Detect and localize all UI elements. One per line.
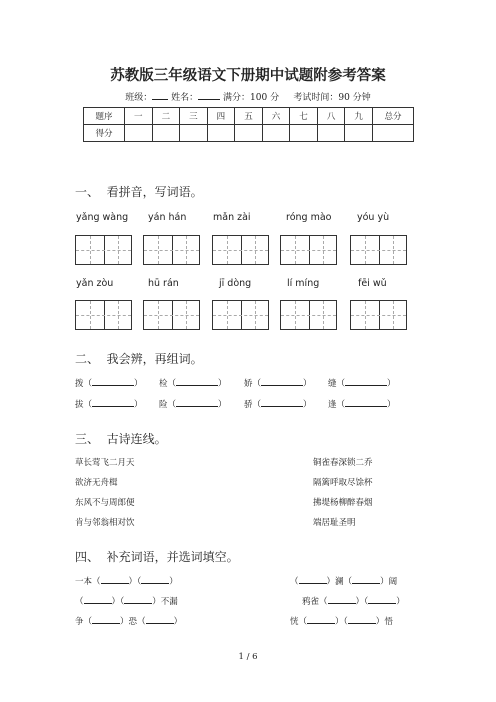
- poem-line-right[interactable]: 端居耻圣明: [313, 518, 356, 528]
- score-header-cell: 五: [235, 108, 263, 125]
- idiom-item: 恍（ ）（ ）悟: [290, 614, 393, 627]
- section-1-heading: [75, 183, 203, 200]
- answer-blank[interactable]: [299, 574, 327, 584]
- poem-line-right[interactable]: 铜雀春深锁二乔: [313, 458, 373, 468]
- word-item: 拨（ ）: [75, 376, 143, 389]
- writing-grid[interactable]: [143, 300, 200, 330]
- score-cell[interactable]: [262, 125, 290, 142]
- answer-blank[interactable]: [92, 614, 120, 624]
- answer-blank[interactable]: [141, 574, 169, 584]
- poem-line-right[interactable]: 隔篱呼取尽馀杯: [313, 478, 373, 488]
- idiom-item: （ ）澜（ ）阔: [290, 574, 397, 587]
- pinyin-label: yán hán: [148, 212, 187, 223]
- pinyin-label: róng mào: [286, 212, 332, 223]
- answer-blank[interactable]: [146, 614, 174, 624]
- score-cell[interactable]: [125, 125, 153, 142]
- section-number: 二、: [75, 352, 100, 366]
- name-label: 姓名：: [171, 93, 199, 103]
- pinyin-label: yǎng wàng: [76, 212, 129, 223]
- answer-blank[interactable]: [92, 397, 134, 407]
- score-row-label: 得分: [84, 125, 125, 142]
- answer-blank[interactable]: [328, 594, 356, 604]
- exam-info: [0, 90, 496, 103]
- poem-line-left[interactable]: 欲济无舟楫: [75, 478, 118, 488]
- score-header-cell: 六: [262, 108, 290, 125]
- word-item: 检（ ）: [159, 376, 227, 389]
- score-cell[interactable]: [317, 125, 345, 142]
- poem-line-left[interactable]: 草长莺飞二月天: [75, 458, 135, 468]
- score-header-cell: 三: [180, 108, 208, 125]
- word-item: 娇（ ）: [244, 376, 312, 389]
- page-number: 1 / 6: [238, 652, 258, 662]
- idiom-item: 一本（ ）（ ）: [75, 574, 178, 587]
- answer-blank[interactable]: [92, 376, 134, 386]
- poem-line-left[interactable]: 东风不与周郎便: [75, 498, 135, 508]
- score-header-cell: 题序: [84, 108, 125, 125]
- pinyin-label: jī dòng: [219, 278, 252, 289]
- score-cell[interactable]: [152, 125, 180, 142]
- section-number: 四、: [75, 550, 100, 564]
- score-value-row: [84, 125, 414, 142]
- writing-grid[interactable]: [75, 300, 132, 330]
- pinyin-label: lí míng: [287, 278, 320, 289]
- score-header-row: [84, 108, 414, 125]
- score-cell[interactable]: [207, 125, 235, 142]
- answer-blank[interactable]: [261, 397, 303, 407]
- answer-blank[interactable]: [101, 574, 129, 584]
- answer-blank[interactable]: [124, 594, 152, 604]
- writing-grid[interactable]: [280, 235, 337, 265]
- section-2-heading: [75, 350, 203, 367]
- answer-blank[interactable]: [84, 594, 112, 604]
- word-item: 缝（ ）: [328, 376, 396, 389]
- score-cell[interactable]: [180, 125, 208, 142]
- answer-blank[interactable]: [345, 397, 387, 407]
- exam-time: 考试时间：90 分钟: [293, 93, 371, 103]
- writing-grid[interactable]: [280, 300, 337, 330]
- pinyin-label: hū rán: [148, 278, 179, 289]
- score-header-cell: 九: [345, 108, 373, 125]
- score-header-cell: 四: [207, 108, 235, 125]
- pinyin-label: fēi wǔ: [358, 278, 387, 289]
- score-header-cell: 一: [125, 108, 153, 125]
- writing-grid[interactable]: [75, 235, 132, 265]
- writing-grid[interactable]: [350, 235, 407, 265]
- class-label: 班级：: [125, 93, 153, 103]
- idiom-item: （ ）（ ）不漏: [75, 594, 178, 607]
- page-title: 苏教版三年级语文下册期中试题附参考答案: [110, 67, 386, 84]
- pinyin-label: yǎn zòu: [76, 278, 114, 289]
- score-cell[interactable]: [373, 125, 414, 142]
- word-item: 逢（ ）: [328, 397, 396, 410]
- section-number: 三、: [75, 432, 100, 446]
- score-header-cell: 七: [290, 108, 318, 125]
- full-score: 满分：100 分: [223, 93, 280, 103]
- section-title: 古诗连线。: [106, 432, 167, 446]
- name-blank: [198, 90, 220, 100]
- answer-blank[interactable]: [352, 574, 380, 584]
- answer-blank[interactable]: [261, 376, 303, 386]
- section-3-heading: [75, 430, 167, 447]
- section-number: 一、: [75, 185, 100, 199]
- writing-grid[interactable]: [143, 235, 200, 265]
- writing-grid[interactable]: [212, 300, 269, 330]
- idiom-item: 鸦雀（ ）（ ）: [302, 594, 405, 607]
- writing-grid[interactable]: [212, 235, 269, 265]
- section-title: 看拼音，写词语。: [106, 185, 203, 199]
- score-cell[interactable]: [235, 125, 263, 142]
- answer-blank[interactable]: [176, 397, 218, 407]
- section-title: 补充词语，并选词填空。: [106, 550, 239, 564]
- idiom-item: 争（ ）恐（ ）: [75, 614, 182, 627]
- pinyin-label: yóu yù: [357, 212, 390, 223]
- score-cell[interactable]: [290, 125, 318, 142]
- answer-blank[interactable]: [348, 614, 376, 624]
- pinyin-label: mǎn zài: [213, 212, 251, 223]
- word-item: 险（ ）: [159, 397, 227, 410]
- word-item: 骄（ ）: [244, 397, 312, 410]
- writing-grid[interactable]: [350, 300, 407, 330]
- answer-blank[interactable]: [368, 594, 396, 604]
- poem-line-left[interactable]: 肯与邻翁相对饮: [75, 518, 135, 528]
- answer-blank[interactable]: [176, 376, 218, 386]
- poem-line-right[interactable]: 拂堤杨柳醉春烟: [313, 498, 373, 508]
- score-table: [83, 107, 414, 142]
- word-item: 拔（ ）: [75, 397, 143, 410]
- section-4-heading: [75, 548, 239, 565]
- score-cell[interactable]: [345, 125, 373, 142]
- score-header-cell: 总分: [373, 108, 414, 125]
- score-header-cell: 二: [152, 108, 180, 125]
- answer-blank[interactable]: [345, 376, 387, 386]
- answer-blank[interactable]: [307, 614, 335, 624]
- section-title: 我会辨，再组词。: [106, 352, 203, 366]
- score-header-cell: 八: [317, 108, 345, 125]
- class-blank: [152, 90, 168, 100]
